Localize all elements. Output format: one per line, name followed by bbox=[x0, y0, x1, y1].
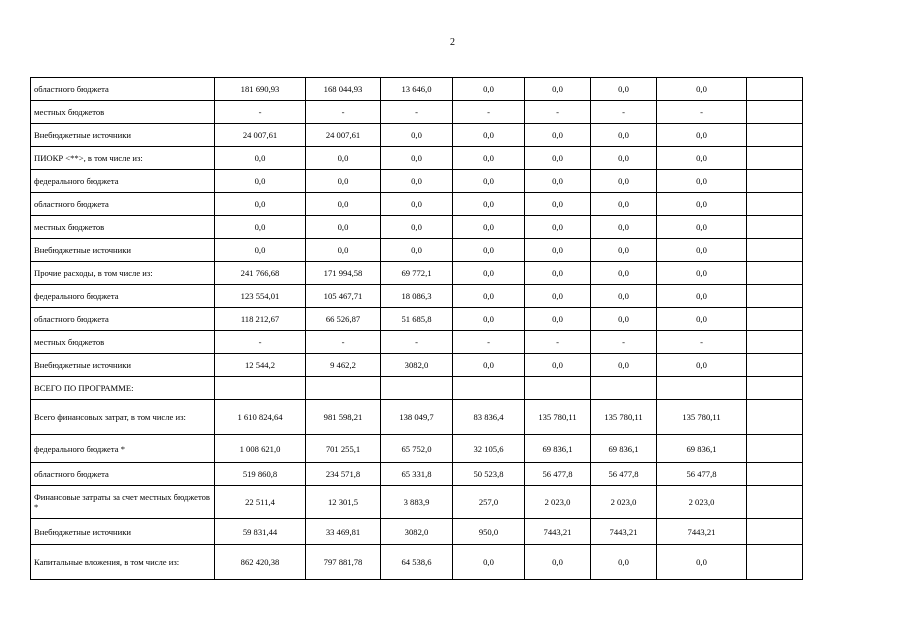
value-cell bbox=[747, 193, 803, 216]
value-cell: 24 007,61 bbox=[215, 124, 306, 147]
value-cell: 64 538,6 bbox=[381, 545, 453, 580]
value-cell: 0,0 bbox=[591, 170, 657, 193]
value-cell: 171 994,58 bbox=[306, 262, 381, 285]
value-cell: 18 086,3 bbox=[381, 285, 453, 308]
value-cell: 181 690,93 bbox=[215, 78, 306, 101]
page-number: 2 bbox=[450, 37, 455, 48]
value-cell: 3 883,9 bbox=[381, 486, 453, 519]
value-cell: 24 007,61 bbox=[306, 124, 381, 147]
value-cell: - bbox=[591, 331, 657, 354]
value-cell: 59 831,44 bbox=[215, 519, 306, 545]
value-cell: 0,0 bbox=[591, 78, 657, 101]
value-cell bbox=[747, 78, 803, 101]
table-row bbox=[31, 354, 803, 377]
value-cell: 7443,21 bbox=[591, 519, 657, 545]
table-row bbox=[31, 147, 803, 170]
value-cell bbox=[747, 400, 803, 435]
budget-table bbox=[30, 77, 803, 580]
table-row bbox=[31, 486, 803, 519]
value-cell: 0,0 bbox=[525, 124, 591, 147]
value-cell bbox=[747, 216, 803, 239]
value-cell bbox=[215, 377, 306, 400]
value-cell: 0,0 bbox=[215, 193, 306, 216]
value-cell: 0,0 bbox=[215, 216, 306, 239]
value-cell: 2 023,0 bbox=[591, 486, 657, 519]
value-cell: 0,0 bbox=[381, 216, 453, 239]
value-cell: 0,0 bbox=[381, 147, 453, 170]
value-cell: 0,0 bbox=[453, 308, 525, 331]
row-label: ВСЕГО ПО ПРОГРАММЕ: bbox=[31, 377, 215, 400]
table-row bbox=[31, 308, 803, 331]
value-cell: 0,0 bbox=[215, 170, 306, 193]
row-label: Внебюджетные источники bbox=[31, 124, 215, 147]
value-cell: - bbox=[657, 101, 747, 124]
value-cell bbox=[747, 545, 803, 580]
value-cell: 519 860,8 bbox=[215, 463, 306, 486]
row-label: Внебюджетные источники bbox=[31, 519, 215, 545]
value-cell: 0,0 bbox=[453, 78, 525, 101]
value-cell bbox=[747, 331, 803, 354]
value-cell: 234 571,8 bbox=[306, 463, 381, 486]
value-cell: 0,0 bbox=[657, 147, 747, 170]
row-label: Финансовые затраты за счет местных бюджетов * bbox=[31, 486, 215, 519]
row-label: Внебюджетные источники bbox=[31, 239, 215, 262]
value-cell: 0,0 bbox=[306, 170, 381, 193]
value-cell: 0,0 bbox=[525, 354, 591, 377]
value-cell: 0,0 bbox=[657, 239, 747, 262]
value-cell: 105 467,71 bbox=[306, 285, 381, 308]
value-cell: 9 462,2 bbox=[306, 354, 381, 377]
value-cell bbox=[747, 147, 803, 170]
value-cell: 0,0 bbox=[453, 170, 525, 193]
value-cell: 0,0 bbox=[657, 354, 747, 377]
value-cell: 0,0 bbox=[657, 545, 747, 580]
value-cell: 0,0 bbox=[591, 193, 657, 216]
value-cell: 241 766,68 bbox=[215, 262, 306, 285]
value-cell: 138 049,7 bbox=[381, 400, 453, 435]
value-cell: 0,0 bbox=[591, 147, 657, 170]
row-label: Внебюджетные источники bbox=[31, 354, 215, 377]
value-cell: 0,0 bbox=[453, 239, 525, 262]
value-cell: 51 685,8 bbox=[381, 308, 453, 331]
value-cell: 0,0 bbox=[657, 193, 747, 216]
value-cell bbox=[747, 435, 803, 463]
table-row bbox=[31, 463, 803, 486]
value-cell: 118 212,67 bbox=[215, 308, 306, 331]
value-cell: 981 598,21 bbox=[306, 400, 381, 435]
value-cell: 13 646,0 bbox=[381, 78, 453, 101]
value-cell: 0,0 bbox=[525, 239, 591, 262]
value-cell: 135 780,11 bbox=[657, 400, 747, 435]
value-cell: 0,0 bbox=[306, 193, 381, 216]
value-cell: 12 301,5 bbox=[306, 486, 381, 519]
value-cell: 0,0 bbox=[453, 285, 525, 308]
table-row bbox=[31, 519, 803, 545]
value-cell: 0,0 bbox=[591, 545, 657, 580]
value-cell: 950,0 bbox=[453, 519, 525, 545]
value-cell: 0,0 bbox=[215, 239, 306, 262]
value-cell: 3082,0 bbox=[381, 354, 453, 377]
value-cell: 0,0 bbox=[657, 78, 747, 101]
row-label: федерального бюджета * bbox=[31, 435, 215, 463]
row-label: областного бюджета bbox=[31, 308, 215, 331]
value-cell: - bbox=[381, 331, 453, 354]
value-cell: 1 008 621,0 bbox=[215, 435, 306, 463]
value-cell: 0,0 bbox=[591, 308, 657, 331]
value-cell: - bbox=[381, 101, 453, 124]
value-cell bbox=[381, 377, 453, 400]
table-row bbox=[31, 400, 803, 435]
value-cell: 0,0 bbox=[453, 147, 525, 170]
value-cell: 2 023,0 bbox=[657, 486, 747, 519]
value-cell: 0,0 bbox=[657, 285, 747, 308]
value-cell: 701 255,1 bbox=[306, 435, 381, 463]
table-row bbox=[31, 262, 803, 285]
value-cell: 7443,21 bbox=[657, 519, 747, 545]
value-cell: - bbox=[525, 101, 591, 124]
table-row bbox=[31, 377, 803, 400]
value-cell: 0,0 bbox=[381, 170, 453, 193]
value-cell: 0,0 bbox=[525, 262, 591, 285]
row-label: Капитальные вложения, в том числе из: bbox=[31, 545, 215, 580]
value-cell: 0,0 bbox=[657, 262, 747, 285]
table-row bbox=[31, 545, 803, 580]
row-label: областного бюджета bbox=[31, 463, 215, 486]
value-cell: 0,0 bbox=[591, 124, 657, 147]
value-cell: 0,0 bbox=[525, 170, 591, 193]
value-cell: 7443,21 bbox=[525, 519, 591, 545]
value-cell: 69 836,1 bbox=[657, 435, 747, 463]
value-cell: 257,0 bbox=[453, 486, 525, 519]
value-cell: 83 836,4 bbox=[453, 400, 525, 435]
value-cell: 0,0 bbox=[591, 285, 657, 308]
value-cell bbox=[747, 308, 803, 331]
row-label: местных бюджетов bbox=[31, 216, 215, 239]
value-cell: 0,0 bbox=[525, 78, 591, 101]
value-cell: - bbox=[657, 331, 747, 354]
row-label: федерального бюджета bbox=[31, 285, 215, 308]
value-cell bbox=[591, 377, 657, 400]
value-cell: - bbox=[215, 101, 306, 124]
value-cell bbox=[747, 101, 803, 124]
value-cell: 862 420,38 bbox=[215, 545, 306, 580]
value-cell: 0,0 bbox=[591, 239, 657, 262]
value-cell: 0,0 bbox=[453, 193, 525, 216]
value-cell: 0,0 bbox=[381, 193, 453, 216]
value-cell: 56 477,8 bbox=[525, 463, 591, 486]
value-cell: 56 477,8 bbox=[591, 463, 657, 486]
value-cell: 69 836,1 bbox=[525, 435, 591, 463]
value-cell: - bbox=[453, 331, 525, 354]
value-cell bbox=[747, 354, 803, 377]
value-cell: 0,0 bbox=[306, 147, 381, 170]
row-label: местных бюджетов bbox=[31, 331, 215, 354]
value-cell bbox=[747, 285, 803, 308]
value-cell: 65 752,0 bbox=[381, 435, 453, 463]
value-cell: 12 544,2 bbox=[215, 354, 306, 377]
value-cell bbox=[747, 170, 803, 193]
value-cell: 168 044,93 bbox=[306, 78, 381, 101]
table-row bbox=[31, 101, 803, 124]
value-cell: 0,0 bbox=[657, 216, 747, 239]
value-cell: 0,0 bbox=[453, 545, 525, 580]
value-cell bbox=[747, 262, 803, 285]
row-label: Всего финансовых затрат, в том числе из: bbox=[31, 400, 215, 435]
value-cell: 0,0 bbox=[657, 308, 747, 331]
value-cell: 123 554,01 bbox=[215, 285, 306, 308]
value-cell: - bbox=[215, 331, 306, 354]
table-row bbox=[31, 170, 803, 193]
value-cell: 0,0 bbox=[453, 216, 525, 239]
value-cell: 0,0 bbox=[657, 124, 747, 147]
row-label: местных бюджетов bbox=[31, 101, 215, 124]
value-cell: 56 477,8 bbox=[657, 463, 747, 486]
value-cell: 0,0 bbox=[591, 262, 657, 285]
value-cell: 0,0 bbox=[215, 147, 306, 170]
value-cell: 0,0 bbox=[306, 239, 381, 262]
value-cell: 0,0 bbox=[525, 285, 591, 308]
value-cell: - bbox=[306, 331, 381, 354]
table-row bbox=[31, 124, 803, 147]
value-cell: 22 511,4 bbox=[215, 486, 306, 519]
table-row bbox=[31, 216, 803, 239]
value-cell: - bbox=[306, 101, 381, 124]
value-cell: 797 881,78 bbox=[306, 545, 381, 580]
row-label: федерального бюджета bbox=[31, 170, 215, 193]
value-cell bbox=[747, 124, 803, 147]
row-label: областного бюджета bbox=[31, 193, 215, 216]
value-cell: 0,0 bbox=[381, 239, 453, 262]
value-cell: 2 023,0 bbox=[525, 486, 591, 519]
row-label: Прочие расходы, в том числе из: bbox=[31, 262, 215, 285]
value-cell bbox=[453, 377, 525, 400]
value-cell: 0,0 bbox=[525, 147, 591, 170]
value-cell bbox=[747, 486, 803, 519]
value-cell: 0,0 bbox=[525, 545, 591, 580]
value-cell: - bbox=[525, 331, 591, 354]
value-cell: 69 836,1 bbox=[591, 435, 657, 463]
value-cell: - bbox=[591, 101, 657, 124]
table-row bbox=[31, 285, 803, 308]
value-cell: 0,0 bbox=[381, 124, 453, 147]
value-cell bbox=[747, 377, 803, 400]
value-cell bbox=[657, 377, 747, 400]
value-cell: 0,0 bbox=[306, 216, 381, 239]
value-cell: 0,0 bbox=[591, 354, 657, 377]
value-cell: 0,0 bbox=[591, 216, 657, 239]
value-cell: 50 523,8 bbox=[453, 463, 525, 486]
value-cell: - bbox=[453, 101, 525, 124]
value-cell bbox=[306, 377, 381, 400]
value-cell: 0,0 bbox=[453, 354, 525, 377]
value-cell: 3082,0 bbox=[381, 519, 453, 545]
value-cell: 66 526,87 bbox=[306, 308, 381, 331]
value-cell: 32 105,6 bbox=[453, 435, 525, 463]
table-row bbox=[31, 78, 803, 101]
value-cell bbox=[747, 519, 803, 545]
value-cell: 69 772,1 bbox=[381, 262, 453, 285]
value-cell: 135 780,11 bbox=[525, 400, 591, 435]
row-label: областного бюджета bbox=[31, 78, 215, 101]
table-row bbox=[31, 435, 803, 463]
table-row bbox=[31, 331, 803, 354]
value-cell: 33 469,81 bbox=[306, 519, 381, 545]
value-cell bbox=[525, 377, 591, 400]
row-label: ПИОКР <**>, в том числе из: bbox=[31, 147, 215, 170]
value-cell: 1 610 824,64 bbox=[215, 400, 306, 435]
value-cell: 0,0 bbox=[525, 193, 591, 216]
value-cell: 0,0 bbox=[657, 170, 747, 193]
value-cell bbox=[747, 463, 803, 486]
table-row bbox=[31, 239, 803, 262]
table-row bbox=[31, 193, 803, 216]
value-cell: 65 331,8 bbox=[381, 463, 453, 486]
value-cell: 135 780,11 bbox=[591, 400, 657, 435]
value-cell: 0,0 bbox=[453, 262, 525, 285]
value-cell: 0,0 bbox=[525, 308, 591, 331]
value-cell: 0,0 bbox=[453, 124, 525, 147]
value-cell: 0,0 bbox=[525, 216, 591, 239]
value-cell bbox=[747, 239, 803, 262]
